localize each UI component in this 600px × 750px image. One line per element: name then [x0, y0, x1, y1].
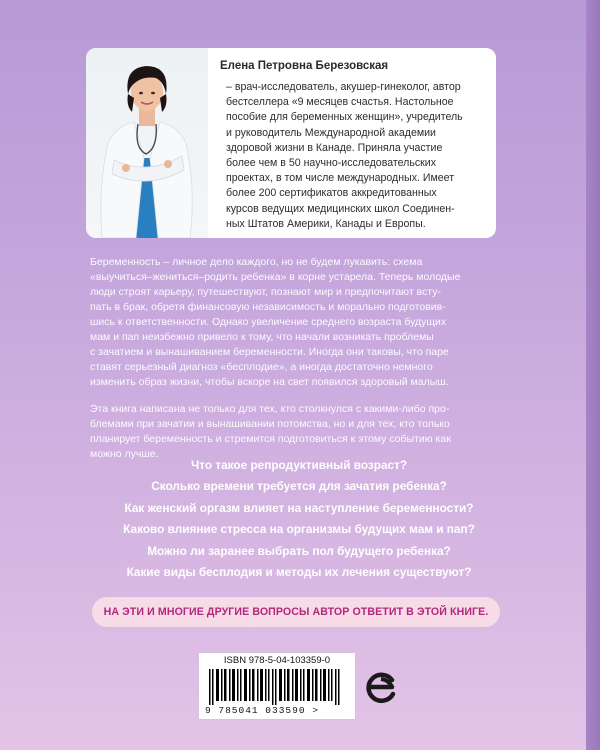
author-bio-line: бестселлера «9 месяцев счастья. Настольное: [226, 96, 454, 109]
description-paragraph-1: [90, 255, 520, 390]
author-bio-line: здоровой жизни в Канаде. Приняла участие: [226, 141, 443, 154]
description-line: пать в брак, обретя финансовую независимость и морально подготовив-: [90, 301, 446, 313]
description-line: планирует беременность и стремится подготовиться к этому событию как: [90, 433, 451, 445]
question-item: Как женский оргазм влияет на наступление беременности?: [124, 500, 474, 515]
description-line: Беременность – личное дело каждого, но не будем лукавить: схема: [90, 256, 423, 268]
author-bio-line: курсов ведущих медицинских школ Соединен-: [226, 202, 455, 215]
book-description: [90, 255, 520, 474]
author-bio-line: более чем в 50 научно-исследовательских: [226, 157, 436, 170]
barcode-digits: 9 785041 033590 >: [205, 705, 319, 716]
description-line: люди строят карьеру, путешествуют, познают мир и предпочитают всту-: [90, 286, 441, 298]
description-line: шись к ответственности. Однако увеличение среднего возраста будущих: [90, 316, 447, 328]
author-bio-line: проектах, в том числе международных. Имеет: [226, 172, 455, 185]
author-name: Елена Петровна Березовская: [220, 60, 389, 72]
description-line: блемами при зачатии и вынашивании потомства, но и для тех, кто только: [90, 418, 450, 430]
description-line: ставят серьезный диагноз «бесплодие», а иногда достаточно немного: [90, 361, 433, 373]
barcode-bars: [209, 669, 345, 705]
question-item: Каково влияние стресса на организмы будущих мам и пап?: [123, 522, 475, 537]
author-bio-line: и руководитель Международной академии: [226, 126, 436, 139]
question-item: Сколько времени требуется для зачатия ребенка?: [151, 479, 447, 494]
author-portrait-illustration: [86, 48, 208, 238]
author-bio-line: пособие для беременных женщин», учредитель: [226, 111, 463, 124]
author-portrait-photo: [86, 48, 208, 238]
author-bio: [226, 80, 488, 232]
description-line: мам и пап неизбежно привело к тому, что начали возникать проблемы: [90, 331, 434, 343]
isbn-number: ISBN 978-5-04-103359-0: [223, 655, 331, 666]
barcode-block: [198, 652, 356, 720]
description-line: Эта книга написана не только для тех, кто столкнулся с какими-либо про-: [90, 403, 450, 415]
description-line: с зачатием и вынашиванием беременности. Иногда они таковы, что паре: [90, 346, 449, 358]
description-paragraph-2: [90, 402, 520, 462]
questions-list: [84, 455, 514, 583]
author-bio-line: более 200 сертификатов аккредитованных: [226, 187, 437, 200]
author-bio-line: – врач-исследователь, акушер-гинеколог, автор: [226, 81, 461, 93]
description-line: «выучиться–жениться–родить ребенка» в корне устарела. Теперь молодые: [90, 271, 461, 283]
question-item: Какие виды бесплодия и методы их лечения существуют?: [126, 565, 472, 580]
callout-banner: НА ЭТИ И МНОГИЕ ДРУГИЕ ВОПРОСЫ АВТОР ОТВЕТИТ В ЭТОЙ КНИГЕ.: [92, 597, 500, 627]
book-spine-strip: [586, 0, 600, 750]
question-item: Можно ли заранее выбрать пол будущего ребенка?: [147, 543, 451, 558]
author-bio-line: ных Штатов Америки, Канады и Европы.: [226, 217, 426, 230]
description-line: можно лучше.: [90, 448, 159, 460]
publisher-logo-icon: [362, 668, 400, 706]
author-card: [86, 48, 496, 238]
description-line: изменить образ жизни, чтобы вскоре на свет появился здоровый малыш.: [90, 376, 449, 388]
question-item: Что такое репродуктивный возраст?: [190, 458, 408, 472]
